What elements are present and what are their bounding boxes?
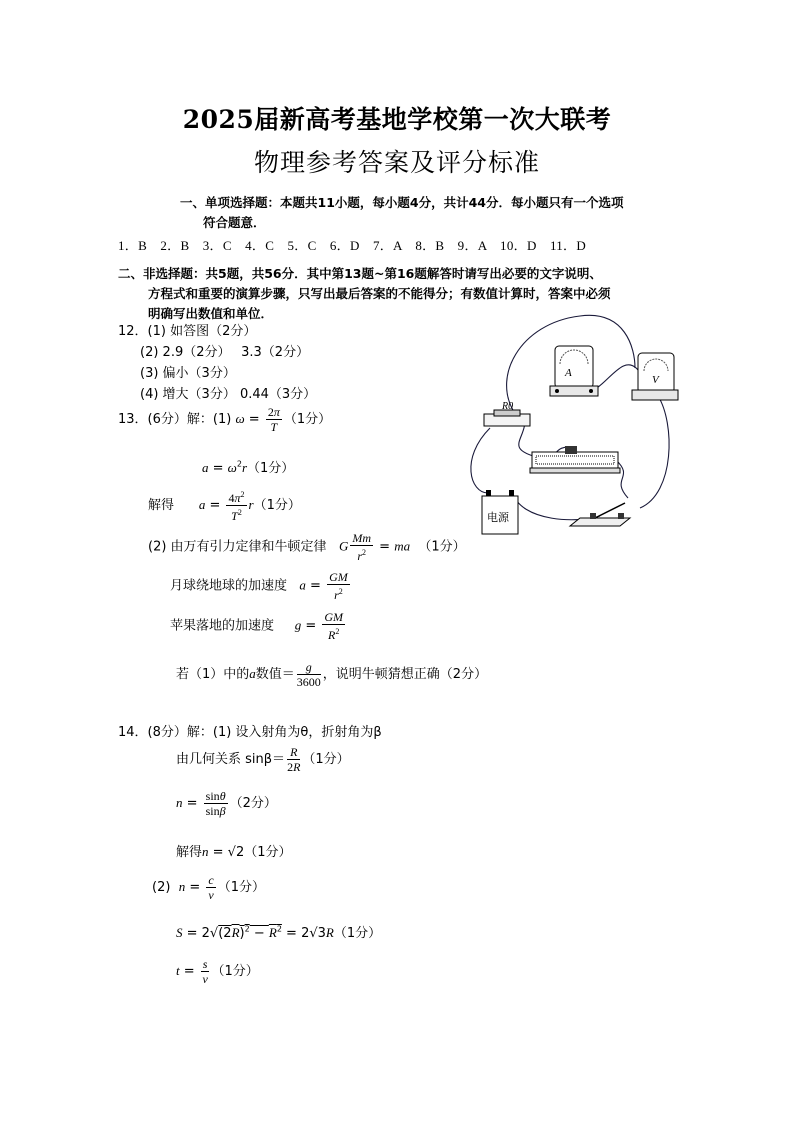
- q14-eq5: $S = 2√(2R)^2 - R^2 = 2√3R(1$分）: [176, 924, 382, 941]
- q13-eq3: 解得 a = $\frac{4\pi^2}{T^2}$ r（1分）: [148, 490, 301, 523]
- section2-line2: 方程式和重要的演算步骤，只写出最后答案的不能得分；有数值计算时，答案中必须: [148, 286, 611, 301]
- q14-eq3: 解得n = √2（1分）: [176, 844, 292, 860]
- rheostat: [530, 446, 620, 473]
- resistor-label: R0: [502, 401, 514, 412]
- switch: [570, 503, 630, 526]
- q12-line3: (3) 偏小（3分）: [140, 366, 236, 381]
- q13-eq7: 若（1）中的a数值＝ $\frac{g}{3600}$ ，说明牛顿猜想正确（2分）: [176, 660, 488, 689]
- voltmeter: [632, 353, 678, 400]
- circuit-diagram: [460, 308, 680, 538]
- q14-head: 14．(8分）解：(1) 设入射角为θ，折射角为β: [118, 725, 382, 740]
- power-source: [482, 490, 518, 534]
- q12-line2: (2) 2.9（2分） 3.3（2分）: [140, 345, 310, 360]
- voltmeter-label: V: [652, 374, 659, 386]
- ammeter-label: A: [565, 367, 572, 379]
- q13-eq6: 苹果落地的加速度 g = $\frac{GM}{R^2}$: [170, 610, 344, 642]
- q13-eq5: 月球绕地球的加速度 a = $\frac{GM}{r^2}$: [170, 570, 348, 602]
- power-source-label: 电源: [487, 511, 509, 524]
- section1-line2: 符合题意．: [203, 215, 266, 230]
- q12-line4: (4) 增大（3分） 0.44（3分）: [140, 387, 317, 402]
- section1-line1: 一、单项选择题：本题共11小题，每小题4分，共计44分．每小题只有一个选项: [180, 195, 624, 210]
- q14-eq4: (2) n = $\frac{c}{v}$ （1分）: [152, 873, 265, 902]
- page-subtitle: 物理参考答案及评分标准: [253, 148, 540, 177]
- q13-eq4: (2) 由万有引力定律和牛顿定律 G $\frac{Mm}{r^2}$ = ma （1分）: [148, 531, 466, 563]
- q14-eq2: n = $\frac{\sin\theta}{\sin\beta}$ （2分）: [176, 789, 277, 818]
- page-title: 2025届新高考基地学校第一次大联考: [182, 105, 612, 134]
- q14-eq1: 由几何关系 sinβ＝ $\frac{R}{2R}$ （1分）: [176, 745, 350, 774]
- q13-head: 13．(6分）解：(1) ω = $\frac{2\pi}{T}$ （1分）: [118, 405, 332, 434]
- q14-eq6: t = $\frac{s}{v}$ （1分）: [176, 957, 259, 986]
- section2-line1: 二、非选择题：共5题，共56分．其中第13题~第16题解答时请写出必要的文字说明、: [118, 266, 602, 281]
- resistor-r0: [484, 401, 530, 426]
- choice-answers: 1．B 2．B 3．C 4．C 5．C 6．D 7．A 8．B 9．A 10．D 11．D: [118, 238, 587, 253]
- ammeter: [550, 346, 598, 396]
- q12-line1: 12．(1) 如答图（2分）: [118, 324, 257, 339]
- q13-eq2: $a = \omega^2r(1$分）: [202, 459, 295, 476]
- section2-line3: 明确写出数值和单位．: [148, 306, 274, 321]
